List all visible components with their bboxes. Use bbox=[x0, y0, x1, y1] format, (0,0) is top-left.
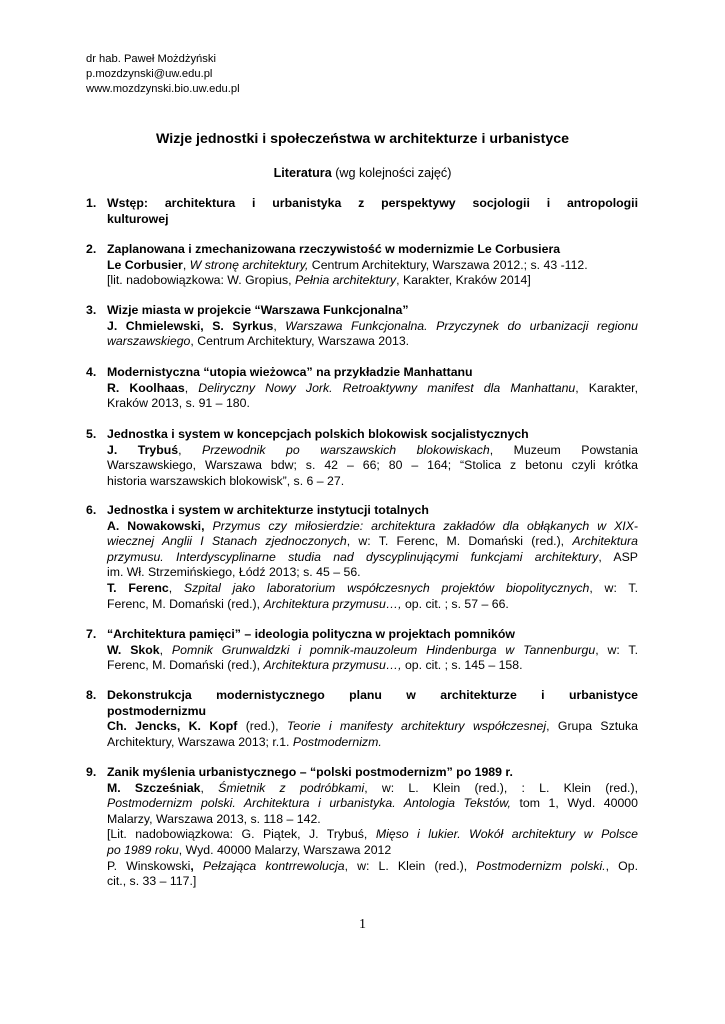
ref-rest: , w: T. Ferenc, M. Domański (red.), bbox=[346, 534, 573, 549]
reference-line bbox=[107, 796, 638, 812]
item-heading: Zaplanowana i zmechanizowana rzeczywistość w modernizmie Le Corbusiera bbox=[107, 242, 561, 256]
ref-rest: tom 1, Wyd. 40000 bbox=[510, 796, 638, 811]
ref-pre: Ferenc, M. Domański (red.), bbox=[107, 596, 264, 611]
ref-title: warszawskiego bbox=[107, 334, 191, 349]
reference-line: T. Ferenc, Szpital jako laboratorium współczesnych projektów biopolitycznych, w: T. bbox=[107, 580, 638, 595]
ref-author: Ch. Jencks, K. Kopf bbox=[107, 719, 238, 734]
ref-title: Przymus czy miłosierdzie: architektura zakładów dla obłąkanych w XIX- bbox=[212, 518, 638, 533]
subtitle-rest: (wg kolejności zajęć) bbox=[331, 166, 452, 180]
list-item-7 bbox=[86, 627, 638, 674]
ref-title: Pełzająca kontrrewolucja bbox=[202, 858, 345, 873]
ref-rest: , Muzeum Powstania bbox=[489, 442, 638, 457]
ref-rest: , Karakter, Kraków 2014] bbox=[396, 273, 531, 288]
reference-line bbox=[107, 519, 638, 535]
ref-title: Mięso i lukier. Wokół architektury w Polsce bbox=[375, 827, 638, 842]
list-item-2 bbox=[86, 242, 638, 289]
ref-title: Postmodernizm. bbox=[292, 734, 382, 749]
ref-title: Architektura przymusu…, bbox=[263, 658, 402, 673]
list-item-1 bbox=[86, 196, 638, 227]
ref-rest: Centrum Architektury, Warszawa 2012.; s. 43 -112. bbox=[308, 257, 588, 272]
ref-title: Teorie i manifesty architektury współczesnej bbox=[286, 719, 547, 734]
reference-line bbox=[107, 735, 638, 751]
ref-title: Przewodnik po warszawskich blokowiskach bbox=[202, 442, 490, 457]
ref-title: Architektura bbox=[572, 534, 638, 549]
ref-title: Deliryczny Nowy Jork. Retroaktywny manifest dla Manhattanu bbox=[198, 380, 576, 395]
item-number: 8. bbox=[86, 688, 97, 702]
ref-title: Śmietnik z podróbkami bbox=[218, 780, 365, 795]
list-item-5 bbox=[86, 427, 638, 489]
ref-title: wiecznej Anglii I Stanach zjednoczonych bbox=[107, 534, 347, 549]
item-heading: Jednostka i system w architekturze instytucji totalnych bbox=[107, 503, 429, 517]
ref-title: po 1989 roku bbox=[107, 842, 179, 857]
reference-line: R. Koolhaas, Deliryczny Nowy Jork. Retroaktywny manifest dla Manhattanu, Karakter, bbox=[107, 380, 639, 395]
ref-author: Le Corbusier bbox=[107, 257, 183, 272]
item-number: 3. bbox=[86, 303, 97, 317]
item-number: 4. bbox=[86, 365, 97, 379]
ref-title: Postmodernizm polski. bbox=[476, 858, 606, 873]
reference-line bbox=[107, 859, 638, 875]
reference-line: J. Trybuś, Przewodnik po warszawskich blokowiskach, Muzeum Powstania bbox=[107, 442, 638, 457]
ref-author: J. Trybuś bbox=[107, 442, 179, 457]
ref-title: przymusu. Interdyscyplinarne studia nad dyscyplinującymi funkcjami architektury bbox=[107, 549, 599, 564]
reference-line bbox=[107, 658, 638, 674]
item-heading: Modernistyczna “utopia wieżowca” na przykładzie Manhattanu bbox=[107, 365, 473, 379]
ref-rest: , Op. bbox=[605, 858, 638, 873]
ref-rest: op. cit. ; s. 57 – 66. bbox=[401, 596, 509, 611]
item-number: 6. bbox=[86, 503, 97, 517]
ref-title: Pomnik Grunwaldzki i pomnik-mauzoleum Hindenburga w Tannenburgu bbox=[171, 642, 596, 657]
reference-line: cit., s. 33 – 117.] bbox=[107, 874, 197, 889]
page-number: 1 bbox=[359, 917, 366, 932]
list-item-4 bbox=[86, 365, 638, 412]
item-heading: Jednostka i system w koncepcjach polskich blokowisk socjalistycznych bbox=[107, 427, 529, 441]
ref-author: T. Ferenc bbox=[107, 580, 169, 595]
item-heading-line: kulturowej bbox=[107, 211, 169, 226]
list-item-6 bbox=[86, 503, 638, 612]
ref-title: Szpital jako laboratorium współczesnych projektów biopolitycznych bbox=[183, 580, 590, 595]
item-number: 5. bbox=[86, 427, 97, 441]
item-heading: Wizje miasta w projekcie “Warszawa Funkcjonalna” bbox=[107, 303, 409, 317]
ref-pre: (red.), bbox=[237, 719, 287, 734]
list-item-9 bbox=[86, 765, 638, 890]
ref-title: Architektura przymusu…, bbox=[263, 596, 402, 611]
subtitle-bold: Literatura bbox=[273, 166, 332, 180]
item-heading-line: Wstęp: architektura i urbanistyka z perspektywy socjologii i antropologii bbox=[107, 196, 638, 210]
item-heading: Zanik myślenia urbanistycznego – “polski postmodernizm” po 1989 r. bbox=[107, 765, 513, 779]
item-heading-line: postmodernizmu bbox=[107, 703, 207, 718]
ref-pre: P. Winskowski bbox=[107, 858, 191, 873]
item-number: 1. bbox=[86, 196, 97, 210]
ref-sep: , bbox=[182, 257, 190, 272]
reference-line bbox=[107, 550, 638, 566]
ref-pre: Architektury, Warszawa 2013; r.1. bbox=[107, 734, 293, 749]
reference-line: Warszawskiego, Warszawa bdw; s. 42 – 66; 80 – 164; “Stolica z betonu czyli krótka bbox=[107, 458, 638, 473]
list-item-3 bbox=[86, 303, 638, 350]
reference-line: W. Skok, Pomnik Grunwaldzki i pomnik-mauzoleum Hindenburga w Tannenburgu, w: T. bbox=[107, 642, 638, 657]
item-number: 7. bbox=[86, 627, 97, 641]
list-item-8 bbox=[86, 688, 638, 750]
ref-author: J. Chmielewski, S. Syrkus bbox=[107, 318, 274, 333]
page-subtitle bbox=[0, 166, 725, 180]
ref-rest: , Centrum Architektury, Warszawa 2013. bbox=[190, 334, 410, 349]
reference-line bbox=[107, 843, 638, 859]
item-heading: “Architektura pamięci” – ideologia polityczna w projektach pomników bbox=[107, 627, 515, 641]
reference-line: J. Chmielewski, S. Syrkus, Warszawa Funkcjonalna. Przyczynek do urbanizacji regionu bbox=[107, 318, 638, 333]
ref-sep: , bbox=[190, 858, 203, 873]
reference-line bbox=[107, 534, 638, 550]
reference-line bbox=[107, 719, 638, 735]
reference-line: Malarzy, Warszawa 2013, s. 118 – 142. bbox=[107, 811, 321, 826]
reference-line: M. Szcześniak, Śmietnik z podróbkami, w: L. Klein (red.), : L. Klein (red.), bbox=[107, 780, 638, 795]
ref-pre: [Lit. nadobowiązkowa: G. Piątek, J. Trybuś, bbox=[107, 827, 376, 842]
ref-rest: , w: T. bbox=[589, 580, 638, 595]
author-website: www.mozdzynski.bio.uw.edu.pl bbox=[86, 82, 240, 95]
reference bbox=[107, 273, 638, 289]
ref-rest: , w: L. Klein (red.), : L. Klein (red.), bbox=[364, 780, 638, 795]
ref-pre: Ferenc, M. Domański (red.), bbox=[107, 658, 264, 673]
author-name: dr hab. Paweł Możdżyński bbox=[86, 53, 216, 65]
document-header bbox=[86, 52, 240, 96]
ref-author: W. Skok bbox=[107, 642, 160, 657]
author-email: p.mozdzynski@uw.edu.pl bbox=[86, 67, 213, 80]
ref-rest: , ASP bbox=[598, 549, 638, 564]
ref-rest: , w: T. bbox=[595, 642, 638, 657]
reference-line bbox=[107, 827, 638, 843]
reference-line: historia warszawskich blokowisk”, s. 6 – 27. bbox=[107, 473, 345, 488]
item-number: 2. bbox=[86, 242, 97, 256]
ref-rest: , w: L. Klein (red.), bbox=[344, 858, 477, 873]
ref-author: A. Nowakowski, bbox=[107, 518, 205, 533]
ref-author: M. Szcześniak bbox=[107, 780, 201, 795]
ref-author: R. Koolhaas bbox=[107, 380, 185, 395]
page-title: Wizje jednostki i społeczeństwa w architekturze i urbanistyce bbox=[155, 131, 569, 147]
ref-rest: op. cit. ; s. 145 – 158. bbox=[401, 658, 523, 673]
reference-line bbox=[107, 597, 638, 613]
item-number: 9. bbox=[86, 765, 97, 779]
reference-line: Kraków 2013, s. 91 – 180. bbox=[107, 396, 250, 411]
ref-rest: , Grupa Sztuka bbox=[546, 719, 639, 734]
ref-rest: , Karakter, bbox=[575, 380, 639, 395]
ref-title: Postmodernizm polski. Architektura i urbanistyka. Antologia Tekstów, bbox=[107, 796, 511, 811]
item-heading-line: Dekonstrukcja modernistycznego planu w architekturze i urbanistyce bbox=[107, 688, 638, 702]
reference-line bbox=[107, 334, 638, 350]
ref-title: W stronę architektury, bbox=[189, 257, 309, 272]
ref-rest: , Wyd. 40000 Malarzy, Warszawa 2012 bbox=[178, 842, 392, 857]
reference bbox=[107, 258, 638, 274]
ref-pre: [lit. nadobowiązkowa: W. Gropius, bbox=[107, 273, 295, 288]
reference-line: im. Wł. Strzemińskiego, Łódź 2013; s. 45 – 56. bbox=[107, 565, 361, 580]
ref-title: Pełnia architektury bbox=[294, 273, 397, 288]
ref-title: Warszawa Funkcjonalna. Przyczynek do urbanizacji regionu bbox=[285, 318, 638, 333]
